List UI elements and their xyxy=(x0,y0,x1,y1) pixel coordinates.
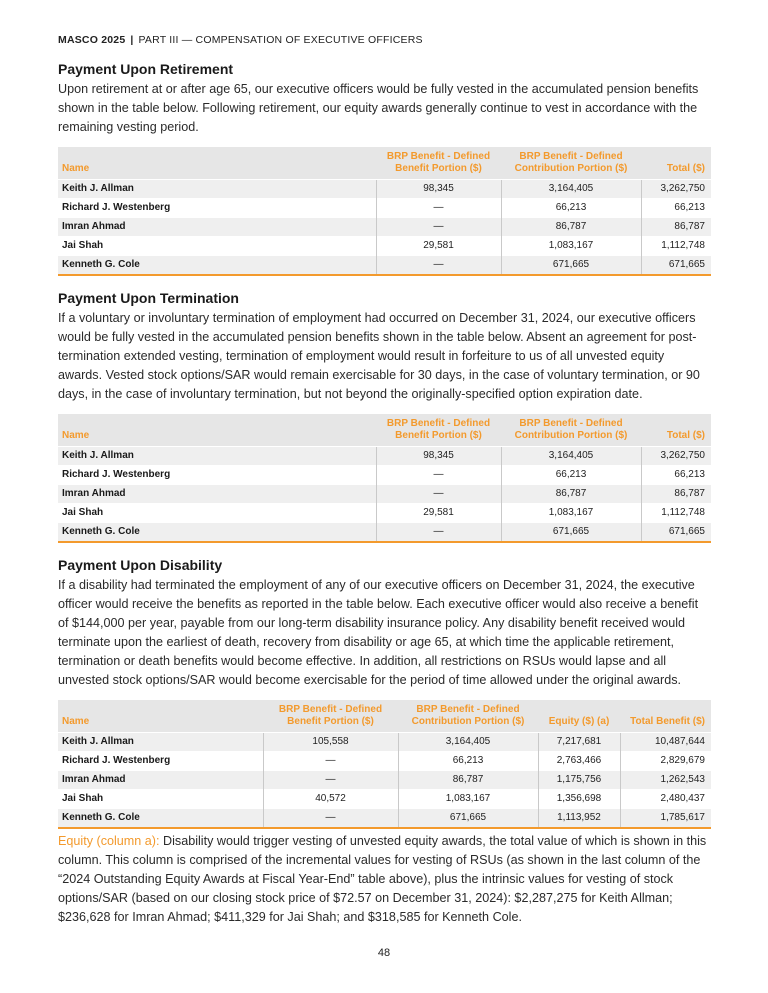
cell-dc: 1,083,167 xyxy=(501,237,641,256)
table-row xyxy=(58,523,711,543)
cell-db: — xyxy=(376,256,501,276)
cell-name: Kenneth G. Cole xyxy=(58,809,263,829)
col-header-db: BRP Benefit - Defined Benefit Portion ($) xyxy=(263,700,398,733)
cell-equity: 1,356,698 xyxy=(538,790,620,809)
header-section: PART III — COMPENSATION OF EXECUTIVE OFFICERS xyxy=(138,34,423,46)
cell-db: — xyxy=(263,752,398,771)
cell-name: Jai Shah xyxy=(58,237,376,256)
col-header-total: Total ($) xyxy=(641,414,711,447)
cell-total: 3,262,750 xyxy=(641,447,711,466)
cell-name: Jai Shah xyxy=(58,504,376,523)
col-header-dc: BRP Benefit - Defined Contribution Portion ($) xyxy=(501,147,641,180)
table-row xyxy=(58,733,711,752)
table-row xyxy=(58,485,711,504)
cell-db: 98,345 xyxy=(376,180,501,199)
termination-table xyxy=(58,414,711,543)
cell-dc: 1,083,167 xyxy=(501,504,641,523)
col-header-total: Total Benefit ($) xyxy=(620,700,711,733)
table-header-row xyxy=(58,147,711,180)
termination-body: If a voluntary or involuntary termination of employment had occurred on December 31, 2024, our executive officers would be fully vested in the accumulated pension benefits shown in the table below. Absent an agreement for post-termination extended vesting, termination of employment would result in forfeiture to us of all unvested equity awards. Vested stock options/SAR would remain exercisable for 30 days, in the case of voluntary termination, or 90 days, in the case of involuntary termination, but not beyond the originally-specified option expiration date. xyxy=(58,311,700,401)
cell-dc: 671,665 xyxy=(501,256,641,276)
equity-footnote xyxy=(58,832,711,927)
col-header-db: BRP Benefit - Defined Benefit Portion ($) xyxy=(376,147,501,180)
disability-table xyxy=(58,700,711,829)
cell-total: 671,665 xyxy=(641,256,711,276)
table-row xyxy=(58,256,711,276)
cell-name: Imran Ahmad xyxy=(58,218,376,237)
cell-name: Richard J. Westenberg xyxy=(58,752,263,771)
cell-total: 1,112,748 xyxy=(641,237,711,256)
table-row xyxy=(58,771,711,790)
cell-dc: 86,787 xyxy=(398,771,538,790)
cell-dc: 3,164,405 xyxy=(501,180,641,199)
cell-db: 105,558 xyxy=(263,733,398,752)
cell-total: 671,665 xyxy=(641,523,711,543)
cell-total: 1,785,617 xyxy=(620,809,711,829)
col-header-equity: Equity ($) (a) xyxy=(538,700,620,733)
cell-name: Keith J. Allman xyxy=(58,447,376,466)
cell-total: 1,112,748 xyxy=(641,504,711,523)
cell-name: Jai Shah xyxy=(58,790,263,809)
table-row xyxy=(58,180,711,199)
table-row xyxy=(58,752,711,771)
col-header-db: BRP Benefit - Defined Benefit Portion ($) xyxy=(376,414,501,447)
table-row xyxy=(58,447,711,466)
cell-db: — xyxy=(263,809,398,829)
cell-dc: 86,787 xyxy=(501,485,641,504)
cell-name: Imran Ahmad xyxy=(58,771,263,790)
cell-name: Keith J. Allman xyxy=(58,733,263,752)
footnote-label: Equity (column a): xyxy=(58,834,160,848)
header-brand: MASCO 2025 xyxy=(58,34,126,46)
cell-name: Imran Ahmad xyxy=(58,485,376,504)
cell-total: 3,262,750 xyxy=(641,180,711,199)
cell-total: 86,787 xyxy=(641,218,711,237)
cell-dc: 66,213 xyxy=(398,752,538,771)
col-header-dc: BRP Benefit - Defined Contribution Portion ($) xyxy=(398,700,538,733)
cell-db: 98,345 xyxy=(376,447,501,466)
table-row xyxy=(58,504,711,523)
running-header xyxy=(58,34,423,46)
cell-dc: 3,164,405 xyxy=(501,447,641,466)
col-header-dc: BRP Benefit - Defined Contribution Portion ($) xyxy=(501,414,641,447)
cell-total: 2,829,679 xyxy=(620,752,711,771)
retirement-section xyxy=(58,60,711,276)
cell-total: 66,213 xyxy=(641,466,711,485)
cell-db: 29,581 xyxy=(376,504,501,523)
cell-dc: 66,213 xyxy=(501,466,641,485)
cell-equity: 1,175,756 xyxy=(538,771,620,790)
table-row xyxy=(58,790,711,809)
cell-db: — xyxy=(376,199,501,218)
cell-name: Richard J. Westenberg xyxy=(58,199,376,218)
footnote-text: Disability would trigger vesting of unvested equity awards, the total value of which is shown in this column. This column is comprised of the incremental values for vesting of RSUs (as shown in the last column of the “2024 Outstanding Equity Awards at Fiscal Year-End” table above), plus the intrinsic values for vesting of stock options/SAR (based on our closing stock price of $72.57 on December 31, 2024): $2,287,275 for Keith Allman; $236,628 for Imran Ahmad; $411,329 for Jai Shah; and $318,585 for Kenneth Cole. xyxy=(58,834,707,924)
cell-db: 29,581 xyxy=(376,237,501,256)
cell-total: 2,480,437 xyxy=(620,790,711,809)
cell-equity: 2,763,466 xyxy=(538,752,620,771)
table-row xyxy=(58,466,711,485)
cell-total: 10,487,644 xyxy=(620,733,711,752)
cell-db: 40,572 xyxy=(263,790,398,809)
cell-name: Kenneth G. Cole xyxy=(58,523,376,543)
table-row xyxy=(58,237,711,256)
table-row xyxy=(58,218,711,237)
cell-total: 66,213 xyxy=(641,199,711,218)
col-header-name: Name xyxy=(58,147,376,180)
header-separator: | xyxy=(130,34,134,46)
retirement-table xyxy=(58,147,711,276)
cell-name: Richard J. Westenberg xyxy=(58,466,376,485)
cell-db: — xyxy=(263,771,398,790)
cell-equity: 1,113,952 xyxy=(538,809,620,829)
cell-dc: 66,213 xyxy=(501,199,641,218)
table-header-row xyxy=(58,414,711,447)
cell-name: Keith J. Allman xyxy=(58,180,376,199)
col-header-name: Name xyxy=(58,414,376,447)
cell-dc: 3,164,405 xyxy=(398,733,538,752)
retirement-body: Upon retirement at or after age 65, our executive officers would be fully vested in the accumulated pension benefits shown in the table below. Following retirement, our equity awards generally continue to vest in accordance with the remaining vesting period. xyxy=(58,82,699,134)
table-header-row xyxy=(58,700,711,733)
cell-db: — xyxy=(376,523,501,543)
disability-title: Payment Upon Disability xyxy=(58,557,223,573)
termination-title: Payment Upon Termination xyxy=(58,290,239,306)
disability-section xyxy=(58,556,711,927)
page-number: 48 xyxy=(377,947,391,959)
cell-equity: 7,217,681 xyxy=(538,733,620,752)
cell-dc: 1,083,167 xyxy=(398,790,538,809)
termination-section xyxy=(58,289,711,543)
cell-total: 1,262,543 xyxy=(620,771,711,790)
disability-body: If a disability had terminated the employment of any of our executive officers on December 31, 2024, the executive officer would receive the benefits as reported in the table below. Each executive officer would also receive a benefit of $144,000 per year, payable from our long-term disability insurance policy. Any disability benefit received would terminate upon the earliest of death, recovery from disability or age 65, at which time the applicable retirement, termination or death benefits would become effective. In addition, all restrictions on RSUs would lapse and all unvested stock options/SAR would become exercisable for the period of time allowed under the original awards. xyxy=(58,578,699,687)
retirement-title: Payment Upon Retirement xyxy=(58,61,234,77)
cell-db: — xyxy=(376,466,501,485)
table-row xyxy=(58,199,711,218)
cell-db: — xyxy=(376,218,501,237)
cell-total: 86,787 xyxy=(641,485,711,504)
cell-dc: 86,787 xyxy=(501,218,641,237)
cell-db: — xyxy=(376,485,501,504)
cell-dc: 671,665 xyxy=(501,523,641,543)
col-header-name: Name xyxy=(58,700,263,733)
cell-dc: 671,665 xyxy=(398,809,538,829)
cell-name: Kenneth G. Cole xyxy=(58,256,376,276)
table-row xyxy=(58,809,711,829)
col-header-total: Total ($) xyxy=(641,147,711,180)
